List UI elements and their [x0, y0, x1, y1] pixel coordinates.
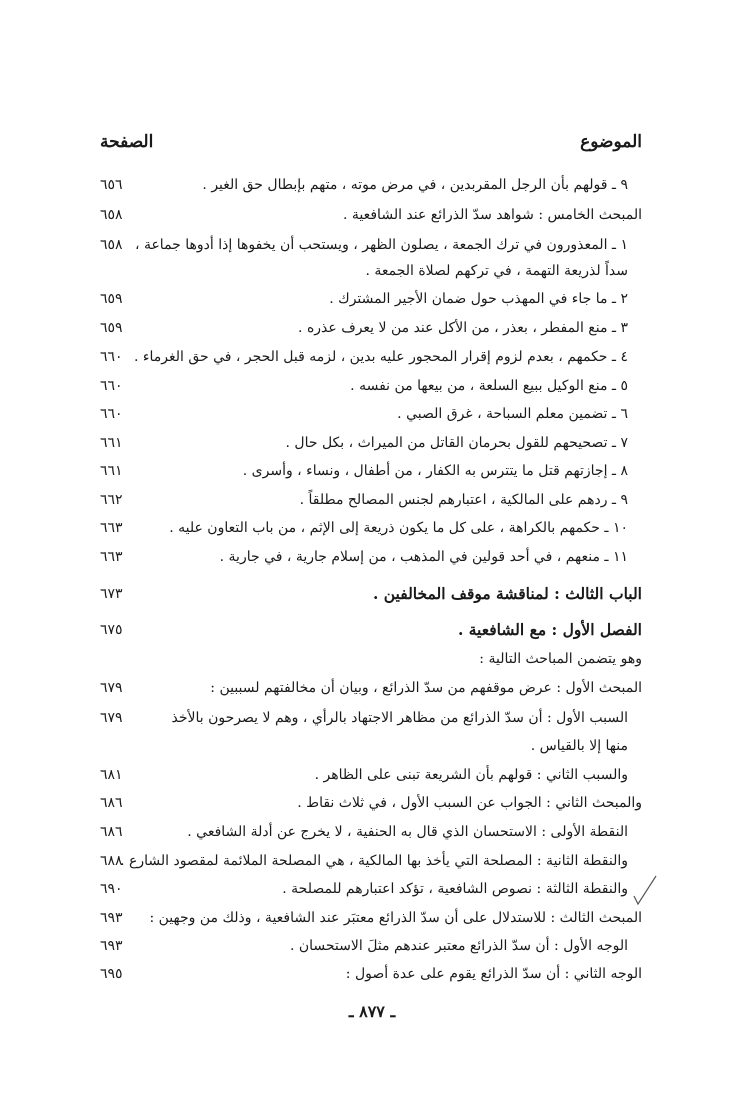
- entry-page: ٦٧٩: [100, 710, 123, 726]
- toc-entry: [100, 648, 642, 672]
- toc-entry: [100, 460, 642, 484]
- entry-text: ٥ ـ منع الوكيل ببيع السلعة ، من بيعها من نفسه .: [350, 378, 628, 394]
- toc-entry: [100, 764, 642, 788]
- toc-entry: [100, 546, 642, 570]
- entry-text: المبحث الثالث : للاستدلال على أن سدّ الذرائع معتبَر عند الشافعية ، وذلك من وجهين :: [149, 910, 642, 926]
- toc-entry: [100, 174, 642, 198]
- entry-page: ٦٥٦: [100, 177, 123, 193]
- topic-column-heading: الموضوع: [580, 132, 642, 152]
- entry-text: النقطة الأولى : الاستحسان الذي قال به الحنفية ، لا يخرج عن أدلة الشافعي .: [187, 824, 628, 840]
- entry-page: ٦٧٣: [100, 586, 123, 602]
- toc-entry: [100, 517, 642, 541]
- entry-page: ٦٦٠: [100, 349, 123, 365]
- toc-entry: [100, 935, 642, 959]
- chapter-title: الفصل الأول : مع الشافعية .: [457, 620, 642, 639]
- entry-text: المبحث الخامس : شواهد سدّ الذرائع عند الشافعية .: [342, 207, 642, 223]
- entry-page: ٦٦٠: [100, 378, 123, 394]
- entry-page: ٦٦١: [100, 463, 123, 479]
- entry-page: ٦٥٨: [100, 237, 123, 253]
- entry-text: والنقطة الثانية : المصلحة التي يأخذ بها المالكية ، هي المصلحة الملائمة لمقصود الشارع .: [120, 853, 628, 869]
- entry-page: ٦٥٩: [100, 320, 123, 336]
- toc-chapter-heading: [100, 619, 642, 643]
- entry-page: ٦٥٩: [100, 291, 123, 307]
- entry-page: ٦٦٢: [100, 492, 123, 508]
- toc-entry-continuation: [100, 735, 642, 759]
- toc-entry: [100, 489, 642, 513]
- entry-page: ٦٥٨: [100, 207, 123, 223]
- entry-page: ٦٧٩: [100, 680, 123, 696]
- entry-text: الوجه الأول : أن سدّ الذرائع معتبر عندهم مثلَ الاستحسان .: [289, 938, 628, 954]
- footer-page-number: ـ ٨٧٧ ـ: [348, 1002, 396, 1021]
- entry-text: ١٠ ـ حكمهم بالكراهة ، على كل ما يكون ذريعة إلى الإثم ، من باب التعاون عليه .: [169, 520, 628, 536]
- entry-text: ٩ ـ ردهم على المالكية ، اعتبارهم لجنس المصالح مطلقاً .: [299, 492, 628, 508]
- entry-page: ٦٩٣: [100, 938, 123, 954]
- entry-text: ٧ ـ تصحيحهم للقول بحرمان القاتل من الميراث ، بكل حال .: [285, 435, 628, 451]
- entry-text: والسبب الثاني : قولهم بأن الشريعة تبنى على الظاهر .: [314, 767, 628, 783]
- entry-text: ٦ ـ تضمين معلم السباحة ، غرق الصبي .: [397, 406, 628, 422]
- entry-text: والنقطة الثالثة : نصوص الشافعية ، تؤكد اعتبارهم للمصلحة .: [282, 881, 628, 897]
- entry-page: ٦٦٣: [100, 549, 123, 565]
- toc-entry: [100, 403, 642, 427]
- entry-page: ٦٨١: [100, 767, 123, 783]
- entry-text: ٢ ـ ما جاء في المهذب حول ضمان الأجير المشترك .: [329, 291, 628, 307]
- entry-text: ١١ ـ منعهم ، في أحد قولين في المذهب ، من إسلام جارية ، في جارية .: [219, 549, 628, 565]
- entry-text: والمبحث الثاني : الجواب عن السبب الأول ، في ثلاث نقاط .: [297, 795, 642, 811]
- pencil-check-mark-icon: [632, 874, 658, 914]
- entry-text: منها إلا بالقياس .: [530, 738, 628, 754]
- toc-entry: [100, 432, 642, 456]
- entry-text: ٣ ـ منع المفطر ، بعذر ، من الأكل عند من لا يعرف عذره .: [298, 320, 628, 336]
- entry-page: ٦٦١: [100, 435, 123, 451]
- toc-part-heading: [100, 583, 642, 607]
- toc-entry: [100, 317, 642, 341]
- entry-text: سداً لذريعة التهمة ، في تركهم لصلاة الجمعة .: [365, 263, 628, 279]
- toc-entry: [100, 907, 642, 931]
- entry-page: ٦٧٥: [100, 622, 123, 638]
- toc-entry: [100, 677, 642, 701]
- entry-page: ٦٩٥: [100, 966, 123, 982]
- entry-text: وهو يتضمن المباحث التالية :: [479, 651, 642, 667]
- toc-entry: [100, 821, 642, 845]
- toc-entry: [100, 234, 642, 258]
- toc-entry: [100, 707, 642, 731]
- toc-entry: [100, 346, 642, 370]
- toc-entry: [100, 288, 642, 312]
- entry-text: ٨ ـ إجازتهم قتل ما يتترس به الكفار ، من أطفال ، ونساء ، وأسرى .: [242, 463, 628, 479]
- entry-page: ٦٩٠: [100, 881, 123, 897]
- entry-text: السبب الأول : أن سدّ الذرائع من مظاهر الاجتهاد بالرأي ، وهم لا يصرحون بالأخذ: [171, 710, 628, 726]
- toc-entry: [100, 792, 642, 816]
- entry-page: ٦٨٦: [100, 824, 123, 840]
- toc-entry: [100, 963, 642, 987]
- entry-page: ٦٦٣: [100, 520, 123, 536]
- toc-header: [100, 132, 642, 158]
- entry-text: الوجه الثاني : أن سدّ الذرائع يقوم على عدة أصول :: [345, 966, 642, 982]
- entry-page: ٦٨٦: [100, 795, 123, 811]
- part-title: الباب الثالث : لمناقشة موقف المخالفين .: [372, 584, 642, 603]
- table-of-contents: [100, 174, 642, 982]
- entry-page: ٦٩٣: [100, 910, 123, 926]
- entry-page: ٦٦٠: [100, 406, 123, 422]
- entry-text: المبحث الأول : عرض موقفهم من سدّ الذرائع ، وبيان أن مخالفتهم لسببين :: [210, 680, 642, 696]
- toc-entry-continuation: [100, 260, 642, 284]
- entry-text: ٩ ـ قولهم بأن الرجل المقربدين ، في مرض موته ، متهم بإبطال حق الغير .: [202, 177, 628, 193]
- entry-text: ١ ـ المعذورون في ترك الجمعة ، يصلون الظهر ، ويستحب أن يخفوها إذا أدوها جماعة ،: [134, 237, 628, 253]
- toc-entry: [100, 878, 642, 902]
- entry-text: ٤ ـ حكمهم ، بعدم لزوم إقرار المحجور عليه بدين ، لزمه قبل الحجر ، في حق الغرماء .: [133, 349, 628, 365]
- entry-page: ٦٨٨: [100, 853, 123, 869]
- page-column-heading: الصفحة: [100, 132, 154, 152]
- toc-entry: [100, 850, 642, 874]
- toc-entry: [100, 204, 642, 228]
- toc-entry: [100, 375, 642, 399]
